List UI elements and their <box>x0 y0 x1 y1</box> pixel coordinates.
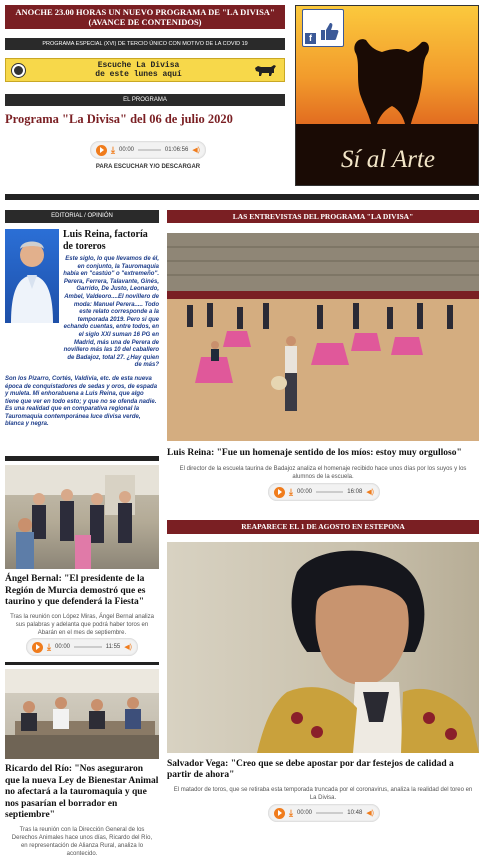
editorial-paragraph-2: Son los Pizarro, Cortés, Valdivia, etc. de esta nueva época de conquistadores de sedas y oros, de espada y muleta. Mi enhorabuena a Luis Reina, que algo tiene que ver en todo esto; y que no se ofenda nadie. Es una realidad que en comparativa regional la Tauromaquia contemporánea luce divisa verde, blanca y negra. <box>5 375 158 428</box>
download-icon[interactable]: ⤓ <box>47 641 51 652</box>
top-announcement-banner[interactable] <box>5 5 285 29</box>
player-current-time: 00:00 <box>296 489 312 495</box>
interviews-bar: LAS ENTREVISTAS DEL PROGRAMA "LA DIVISA" <box>167 210 479 223</box>
play-icon[interactable] <box>274 808 285 819</box>
bull-icon <box>252 62 278 78</box>
top-banner-line2: (AVANCE DE CONTENIDOS) <box>88 17 202 27</box>
section-divider <box>5 194 479 200</box>
download-icon[interactable]: ⤓ <box>289 807 293 818</box>
listen-banner-line2: de este lunes aquí <box>95 70 182 79</box>
editorial-bar: EDITORIAL / OPINIÓN <box>5 210 159 223</box>
si-al-arte-logo[interactable] <box>295 5 479 186</box>
reappear-audio-player[interactable] <box>268 804 380 822</box>
player-progress-track[interactable] <box>138 149 161 151</box>
rio-caption: Tras la reunión con la Dirección General de los Derechos Animales hace unos días, Ricardo del Río, en representación de Alianza Rural, analiza lo acontecido. <box>11 827 153 857</box>
left-divider-2 <box>5 662 159 665</box>
editorial-body <box>5 256 159 429</box>
program-bar: EL PROGRAMA <box>5 94 285 106</box>
volume-icon[interactable]: ◀) <box>192 147 200 154</box>
reappear-caption: El matador de toros, que se retiraba esta temporada truncada por el coronavirus, analiza la realidad del toreo en La Divisa. <box>173 787 473 801</box>
player-total-time: 10:48 <box>347 810 363 816</box>
logo-text: Sí al Arte <box>341 146 435 173</box>
listen-banner[interactable] <box>5 58 285 82</box>
play-icon[interactable] <box>32 642 43 653</box>
listen-banner-line1: Escuche La Divisa <box>97 61 180 70</box>
player-total-time: 16:08 <box>347 489 363 495</box>
interviews-audio-player[interactable] <box>268 483 380 501</box>
player-total-time: 11:55 <box>105 644 121 650</box>
bernal-title[interactable]: Ángel Bernal: "El presidente de la Región de Murcia demostró que es taurino y que defenderá la Fiesta" <box>5 574 146 607</box>
bernal-photo[interactable] <box>5 465 159 569</box>
volume-icon[interactable]: ◀) <box>366 489 374 496</box>
editorial-paragraph-1: Este siglo, lo que llevamos de él, en conjunto, la Tauromaquia había en "castúo" o "extremeño". Perera, Ferrera, Talavante, Ginés, Garrido, De Justo, Leonardo, Ambel, Valdeoro....El novillero de moda: Manuel Perera..... Todo este relato corresponde a la temporada 2019. Pero si que echando cuentas, entre todos, en el siglo XXI suman 16 PG en Madrid, más una de Perera de novillero más las 10 del caballero de Badajoz, total 27. ¿Hay quien de más? <box>63 256 159 369</box>
facebook-icon[interactable] <box>302 9 344 47</box>
player-current-time: 00:00 <box>296 810 312 816</box>
top-banner-line1: ANOCHE 23.00 HORAS UN NUEVO PROGRAMA DE "LA DIVISA" <box>15 7 275 17</box>
reappear-photo[interactable] <box>167 542 479 753</box>
bernal-audio-player[interactable] <box>26 638 138 656</box>
editorial-title[interactable]: Luis Reina, factoría de toreros <box>63 229 148 252</box>
player-current-time: 00:00 <box>54 644 70 650</box>
download-icon[interactable]: ⤓ <box>111 144 115 155</box>
play-icon[interactable] <box>274 487 285 498</box>
program-cta-link[interactable]: PARA ESCUCHAR Y/O DESCARGAR <box>95 164 201 170</box>
player-progress-track[interactable] <box>74 646 102 648</box>
interviews-photo[interactable] <box>167 233 479 441</box>
reappear-title[interactable]: Salvador Vega: "Creo que se debe apostar por dar festejos de calidad a partir de ahora" <box>167 759 454 780</box>
left-divider-1 <box>5 456 159 461</box>
meeting-table-icon <box>5 669 159 759</box>
volume-icon[interactable]: ◀) <box>124 644 132 651</box>
interviews-title[interactable]: Luis Reina: "Fue un homenaje sentido de los míos: estoy muy orgulloso" <box>167 448 462 458</box>
bernal-caption: Tras la reunión con López Miras, Ángel Bernal analiza sus palabras y adelanta que podrá haber toros en Abarán en el mes de septiembre. <box>10 614 154 636</box>
reappear-bar: REAPARECE EL 1 DE AGOSTO EN ESTEPONA <box>167 520 479 534</box>
player-progress-track[interactable] <box>316 491 343 493</box>
player-total-time: 01:06:56 <box>164 147 189 153</box>
special-program-bar: PROGRAMA ESPECIAL (XVI) DE TERCIO ÚNICO CON MOTIVO DE LA COVID 19 <box>5 38 285 50</box>
player-current-time: 00:00 <box>118 147 134 153</box>
program-audio-player[interactable] <box>90 141 206 159</box>
thumbs-up-icon <box>318 20 340 42</box>
program-title[interactable]: Programa "La Divisa" del 06 de julio 2020 <box>5 112 233 126</box>
play-icon[interactable] <box>96 145 107 156</box>
matador-portrait-icon <box>167 542 479 753</box>
download-icon[interactable]: ⤓ <box>289 486 293 497</box>
interviews-caption: El director de la escuela taurina de Badajoz analiza el homenaje recibido hace unos días por los suyos y los alumnos de la escuela. <box>179 466 467 480</box>
player-progress-track[interactable] <box>316 812 343 814</box>
bullring-crowd-icon <box>167 233 479 441</box>
volume-icon[interactable]: ◀) <box>366 810 374 817</box>
meeting-people-icon <box>5 465 159 569</box>
facebook-f-label: f <box>305 33 316 44</box>
rio-photo[interactable] <box>5 669 159 759</box>
seal-icon <box>12 64 25 77</box>
rio-title[interactable]: Ricardo del Río: "Nos aseguraron que la nueva Ley de Bienestar Animal no afectará a la tauromaquia y que nos pasarían el borrador en septiembre" <box>5 764 159 820</box>
